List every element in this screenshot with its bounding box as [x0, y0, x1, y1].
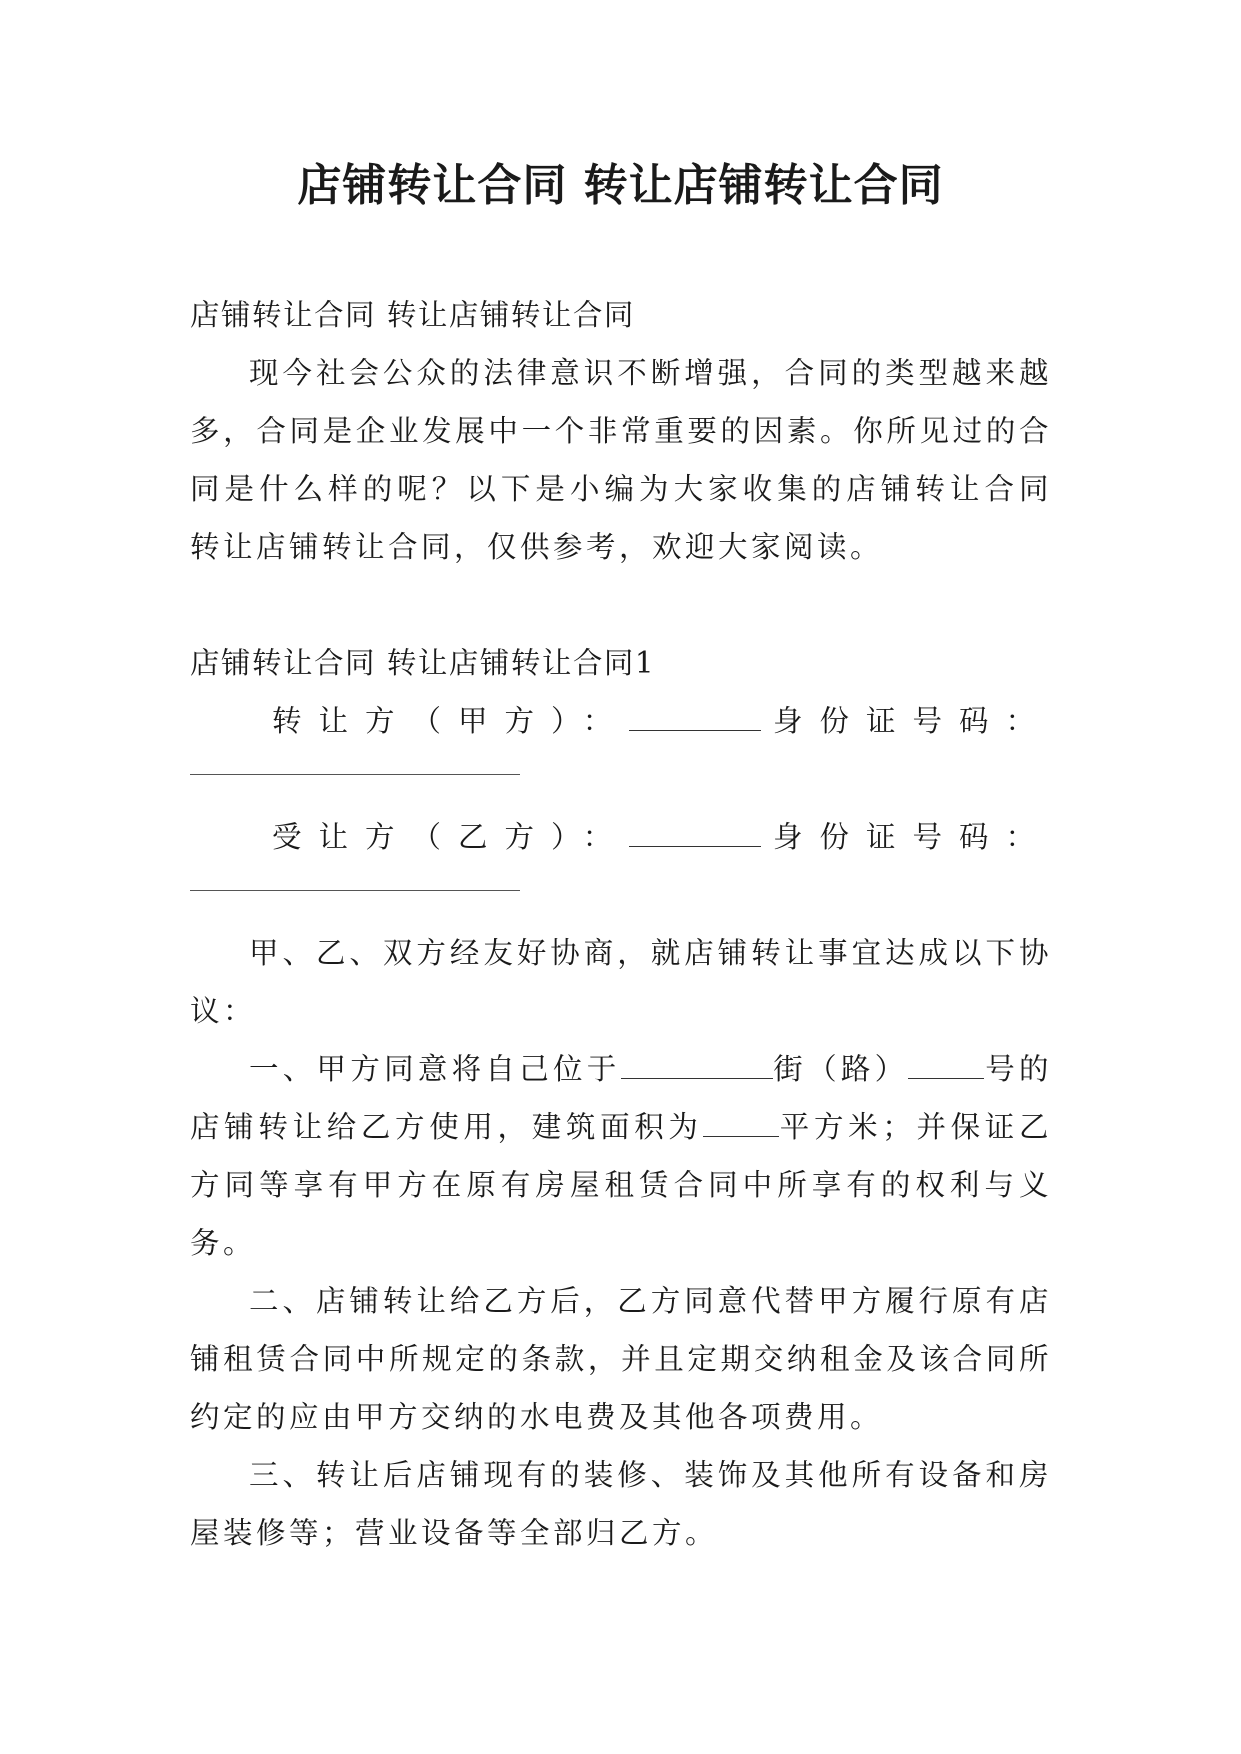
paragraph-spacer	[190, 576, 1052, 634]
agreement-intro: 甲、乙、双方经友好协商，就店铺转让事宜达成以下协议：	[190, 936, 1052, 1028]
document-body	[190, 286, 1052, 1562]
party-b-row	[190, 808, 1052, 866]
number-blank	[908, 1054, 984, 1079]
intro-paragraph: 现今社会公众的法律意识不断增强，合同的类型越来越多，合同是企业发展中一个非常重要的因素。你所见过的合同是什么样的呢？以下是小编为大家收集的店铺转让合同 转让店铺转让合同，仅供参考，欢迎大家阅读。	[190, 356, 1052, 564]
party-a-name-blank	[629, 704, 761, 731]
clause-1-text-c: 号的店铺转让给乙方使用，建筑面积为	[190, 1052, 1052, 1144]
party-a-label: 转让方（甲方）：	[272, 704, 630, 738]
clause-2: 二、店铺转让给乙方后，乙方同意代替甲方履行原有店铺租赁合同中所规定的条款，并且定期交纳租金及该合同所约定的应由甲方交纳的水电费及其他各项费用。	[190, 1284, 1052, 1434]
document-subtitle: 店铺转让合同 转让店铺转让合同	[190, 298, 635, 332]
party-b-label: 受让方（乙方）：	[272, 820, 630, 854]
area-blank	[703, 1112, 779, 1137]
party-a-row	[190, 692, 1052, 750]
party-b-id-label: 身份证号码：	[772, 820, 1052, 854]
party-a-id-label: 身份证号码：	[772, 704, 1052, 738]
document-title: 店铺转让合同 转让店铺转让合同	[297, 160, 944, 211]
clause-1	[190, 1040, 1052, 1272]
party-b-id-blank	[190, 866, 1052, 924]
party-b-name-blank	[629, 820, 761, 847]
section-heading: 店铺转让合同 转让店铺转让合同1	[190, 646, 656, 680]
clause-1-text-d: 平方米；并保证乙方同等享有甲方在原有房屋租赁合同中所享有的权利与义务。	[190, 1110, 1052, 1260]
clause-1-text-b: 街（路）	[772, 1052, 909, 1086]
clause-3: 三、转让后店铺现有的装修、装饰及其他所有设备和房屋装修等；营业设备等全部归乙方。	[190, 1458, 1052, 1550]
party-a-id-blank	[190, 750, 1052, 808]
clause-1-text-a: 一、甲方同意将自己位于	[249, 1052, 621, 1086]
street-blank	[621, 1054, 773, 1079]
